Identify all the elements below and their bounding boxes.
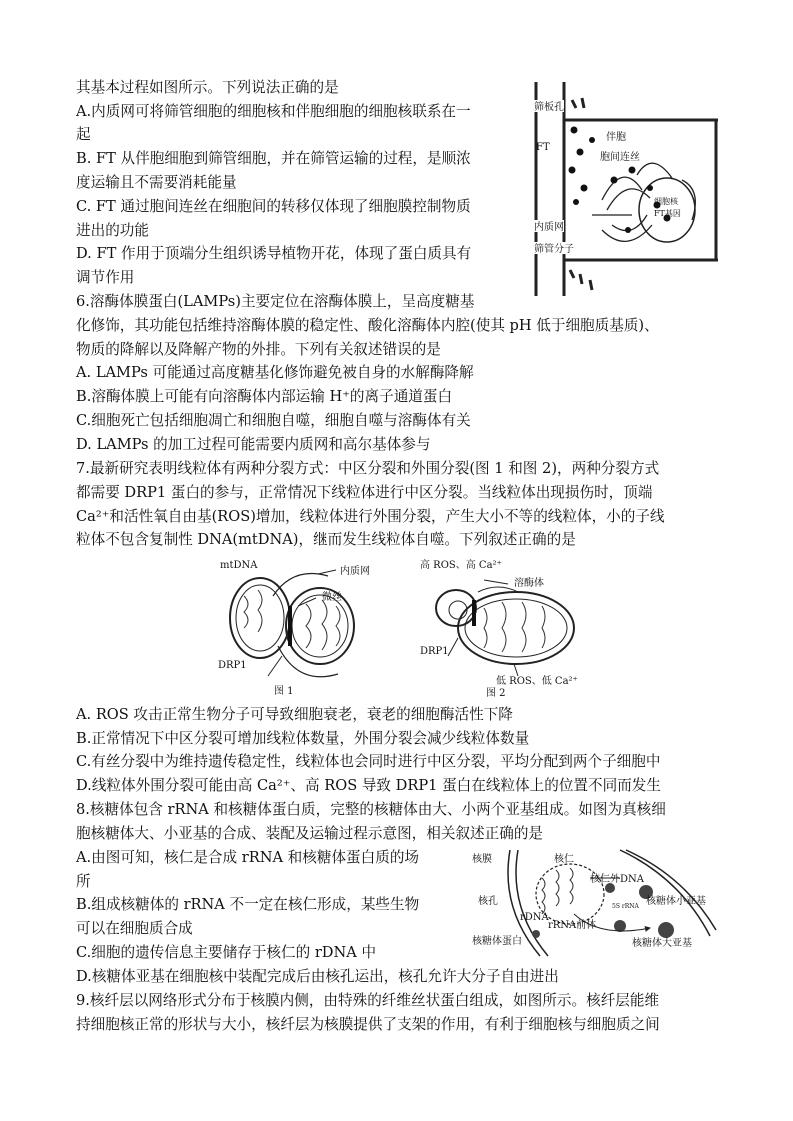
label-ribosomal-protein: 核糖体蛋白 [472, 936, 522, 947]
label-large-subunit: 核糖体大亚基 [632, 938, 692, 949]
q5-stem: 其基本过程如图所示。下列说法正确的是 [76, 79, 339, 96]
label-ft: FT [536, 142, 550, 153]
fig2-label-low-ros-ca: 低 ROS、低 Ca²⁺ [496, 676, 578, 687]
fig2-label-high-ros-ca: 高 ROS、高 Ca²⁺ [420, 560, 502, 571]
q7-option-c: C.有丝分裂中为维持遗传稳定性，线粒体也会同时进行中区分裂，平均分配到两个子细胞中 [76, 753, 661, 770]
q8-stem-2: 胞核糖体大、小亚基的合成、装配及运输过程示意图，相关叙述正确的是 [76, 825, 544, 842]
fig1-caption: 图 1 [274, 686, 294, 697]
label-nucleus: 细胞核 [654, 197, 678, 206]
fig2-label-lysosome: 溶酶体 [514, 578, 544, 589]
q5-option-b: B. FT 从伴胞细胞到筛管细胞，并在筛管运输的过程，是顺浓 [76, 150, 471, 167]
label-plasmodesma: 胞间连丝 [600, 152, 640, 163]
q9-stem-2: 持细胞核正常的形状与大小，核纤层为核膜提供了支架的作用，有利于细胞核与细胞质之间 [76, 1016, 660, 1033]
q6-stem-1: 6.溶酶体膜蛋白(LAMPs)主要定位在溶酶体膜上，呈高度糖基 [76, 293, 475, 310]
q7-stem-4: 粒体不包含复制性 DNA(mtDNA)，继而发生线粒体自噬。下列叙述正确的是 [76, 531, 576, 548]
q6-stem-3: 物质的降解以及降解产物的外排。下列有关叙述错误的是 [76, 341, 441, 358]
label-nuclear-membrane: 核膜 [472, 854, 492, 865]
q5-figure-sieve-tube [532, 80, 720, 298]
q7-figure-2 [418, 556, 588, 698]
fig2-caption: 图 2 [486, 688, 506, 698]
fig2-label-drp1: DRP1 [420, 646, 449, 657]
q6-stem-2: 化修饰，其功能包括维持溶酶体膜的稳定性、酸化溶酶体内腔(使其 pH 低于细胞质基质)、 [76, 317, 659, 334]
q5-option-a: A.内质网可将筛管细胞的细胞核和伴胞细胞的细胞核联系在一 [76, 103, 471, 120]
q8-option-b-cont: 可以在细胞质合成 [76, 920, 193, 937]
q5-option-c: C. FT 通过胞间连丝在细胞间的转移仅体现了细胞膜控制物质 [76, 198, 471, 215]
q5-option-b-cont: 度运输且不需要消耗能量 [76, 174, 237, 191]
q9-stem-1: 9.核纤层以网络形式分布于核膜内侧，由特殊的纤维丝状蛋白组成，如图所示。核纤层能维 [76, 992, 660, 1009]
label-outside-dna: 核仁外DNA [590, 874, 644, 885]
q6-option-b: B.溶酶体膜上可能有向溶酶体内部运输 H⁺的离子通道蛋白 [76, 388, 453, 405]
q5-option-a-cont: 起 [76, 126, 91, 143]
fig1-label-drp1: DRP1 [218, 660, 247, 671]
q7-option-b: B.正常情况下中区分裂可增加线粒体数量，外围分裂会减少线粒体数量 [76, 730, 530, 747]
q5-option-d-cont: 调节作用 [76, 269, 135, 286]
q6-option-a: A. LAMPs 可能通过高度糖基化修饰避免被自身的水解酶降解 [76, 364, 474, 381]
q7-option-d: D.线粒体外围分裂可能由高 Ca²⁺、高 ROS 导致 DRP1 蛋白在线粒体上的位置不同而发生 [76, 777, 661, 794]
label-rrna-precursor: rRNA前体 [548, 920, 597, 931]
label-er: 内质网 [534, 222, 564, 233]
q8-stem-1: 8.核糖体包含 rRNA 和核糖体蛋白质，完整的核糖体由大、小两个亚基组成。如图为真核细 [76, 801, 666, 818]
label-nucleolus: 核仁 [554, 854, 574, 865]
q7-figure-1 [218, 556, 378, 698]
q8-figure-ribosome [470, 848, 720, 958]
label-small-subunit: 核糖体小亚基 [646, 896, 706, 907]
q8-option-c: C.细胞的遗传信息主要储存于核仁的 rDNA 中 [76, 944, 377, 961]
q5-option-c-cont: 进出的功能 [76, 222, 149, 239]
label-sieve-tube: 筛管分子 [534, 244, 574, 255]
q8-option-a: A.由图可知，核仁是合成 rRNA 和核糖体蛋白质的场 [76, 849, 420, 866]
q6-option-c: C.细胞死亡包括细胞凋亡和细胞自噬，细胞自噬与溶酶体有关 [76, 412, 471, 429]
q5-option-d: D. FT 作用于顶端分生组织诱导植物开花，体现了蛋白质具有 [76, 245, 472, 262]
q6-option-d: D. LAMPs 的加工过程可能需要内质网和高尔基体参与 [76, 436, 431, 453]
label-5s-rrna: 5S rRNA [612, 903, 639, 910]
label-nuclear-pore: 核孔 [478, 896, 498, 907]
label-sieve-plate: 筛板孔 [534, 102, 564, 113]
label-rdna: rDNA [520, 912, 549, 923]
q7-option-a: A. ROS 攻击正常生物分子可导致细胞衰老，衰老的细胞酶活性下降 [76, 706, 513, 723]
fig1-label-microfilament: 微丝 [322, 592, 342, 603]
q8-option-a-cont: 所 [76, 873, 91, 890]
q7-stem-1: 7.最新研究表明线粒体有两种分裂方式：中区分裂和外围分裂(图 1 和图 2)，两种分裂方式 [76, 460, 660, 477]
q7-stem-2: 都需要 DRP1 蛋白的参与，正常情况下线粒体进行中区分裂。当线粒体出现损伤时，顶端 [76, 484, 653, 501]
fig1-label-er: 内质网 [340, 566, 370, 577]
q8-option-b: B.组成核糖体的 rRNA 不一定在核仁形成，某些生物 [76, 896, 420, 913]
q7-stem-3: Ca²⁺和活性氧自由基(ROS)增加，线粒体进行外围分裂，产生大小不等的线粒体，小的子线 [76, 508, 665, 525]
label-companion: 伴胞 [606, 132, 626, 143]
q8-option-d: D.核糖体亚基在细胞核中装配完成后由核孔运出，核孔允许大分子自由进出 [76, 968, 559, 985]
fig1-label-mtdna: mtDNA [220, 560, 258, 571]
label-ft-gene: FT基因 [654, 209, 681, 218]
